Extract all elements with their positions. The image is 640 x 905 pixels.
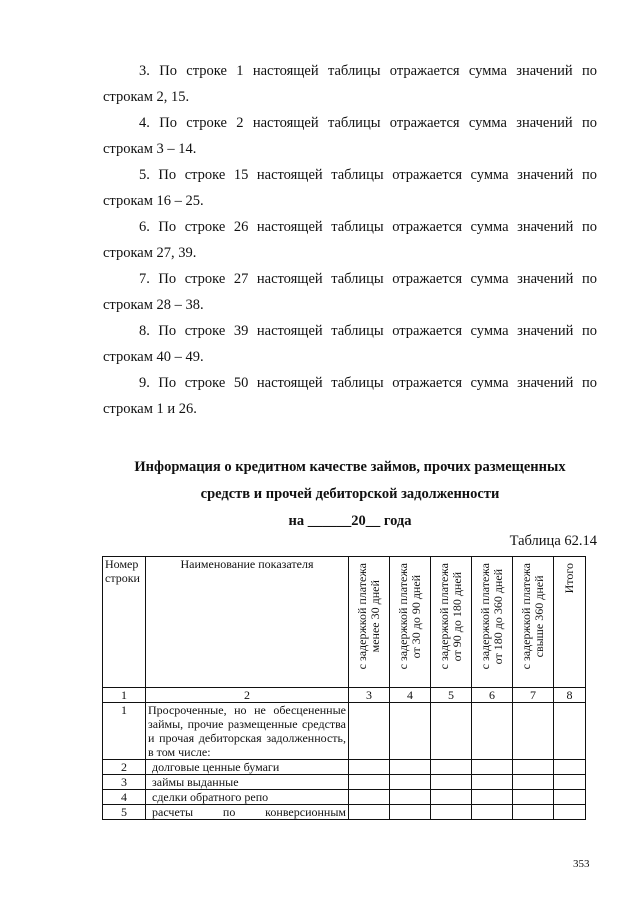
value-cell — [472, 703, 513, 760]
value-cell — [390, 775, 431, 790]
paragraph-9 — [103, 370, 597, 422]
header-row-number: Номер строки — [103, 557, 146, 688]
value-cell — [390, 805, 431, 820]
paragraph-line: строкам 3 – 14. — [103, 141, 197, 157]
paragraph-line: строкам 1 и 26. — [103, 401, 197, 417]
value-cell — [349, 760, 390, 775]
value-cell — [349, 805, 390, 820]
value-cell — [472, 775, 513, 790]
row-number: 1 — [103, 703, 146, 760]
row-indicator: долговые ценные бумаги — [146, 760, 349, 775]
header-col-total: Итого — [554, 557, 586, 688]
column-number: 1 — [103, 688, 146, 703]
paragraph-line: строкам 16 – 25. — [103, 193, 204, 209]
row-indicator: Просроченные, но не обесцененные займы, прочие размещенные средства и прочая дебиторская задолженность, в том числе: — [146, 703, 349, 760]
column-number-row — [103, 688, 586, 703]
table-row — [103, 790, 586, 805]
value-cell — [431, 703, 472, 760]
column-number: 3 — [349, 688, 390, 703]
row-number: 3 — [103, 775, 146, 790]
paragraph-line: 8. По строке 39 настоящей таблицы отражается сумма значений по — [139, 323, 597, 339]
value-cell — [472, 790, 513, 805]
column-number: 8 — [554, 688, 586, 703]
value-cell — [349, 790, 390, 805]
value-cell — [431, 775, 472, 790]
column-number: 4 — [390, 688, 431, 703]
value-cell — [349, 703, 390, 760]
paragraph-7 — [103, 266, 597, 318]
row-number: 2 — [103, 760, 146, 775]
value-cell — [390, 760, 431, 775]
column-number: 7 — [513, 688, 554, 703]
header-col-5: с задержкой платежа от 90 до 180 дней — [431, 557, 472, 688]
paragraph-line: 9. По строке 50 настоящей таблицы отражается сумма значений по — [139, 375, 597, 391]
heading-line-1: Информация о кредитном качестве займов, прочих размещенных — [134, 459, 566, 475]
table-number: Таблица 62.14 — [509, 533, 597, 549]
header-col-6: с задержкой платежа от 180 до 360 дней — [472, 557, 513, 688]
paragraph-4 — [103, 110, 597, 162]
heading-date-line: на ______20__ года — [288, 513, 412, 529]
value-cell — [431, 790, 472, 805]
row-indicator: расчеты по конверсионным — [146, 805, 349, 820]
paragraph-5 — [103, 162, 597, 214]
header-indicator: Наименование показателя — [146, 557, 349, 688]
value-cell — [554, 760, 586, 775]
value-cell — [513, 703, 554, 760]
heading-line-2: средств и прочей дебиторской задолженности — [200, 486, 500, 502]
value-cell — [349, 775, 390, 790]
value-cell — [554, 703, 586, 760]
header-col-3: с задержкой платежа менее 30 дней — [349, 557, 390, 688]
value-cell — [431, 760, 472, 775]
table-header-row — [103, 557, 586, 688]
value-cell — [554, 805, 586, 820]
value-cell — [513, 790, 554, 805]
credit-quality-table — [102, 556, 586, 820]
paragraph-line: 3. По строке 1 настоящей таблицы отражается сумма значений по — [139, 63, 597, 79]
paragraph-line: 7. По строке 27 настоящей таблицы отражается сумма значений по — [139, 271, 597, 287]
paragraph-line: строкам 40 – 49. — [103, 349, 204, 365]
value-cell — [390, 790, 431, 805]
column-number: 6 — [472, 688, 513, 703]
value-cell — [554, 790, 586, 805]
row-number: 5 — [103, 805, 146, 820]
paragraph-line: строкам 27, 39. — [103, 245, 197, 261]
value-cell — [513, 775, 554, 790]
paragraph-line: 6. По строке 26 настоящей таблицы отражается сумма значений по — [139, 219, 597, 235]
paragraph-3 — [103, 58, 597, 110]
value-cell — [472, 760, 513, 775]
table-row — [103, 703, 586, 760]
column-number: 5 — [431, 688, 472, 703]
header-col-4: с задержкой платежа от 30 до 90 дней — [390, 557, 431, 688]
row-number: 4 — [103, 790, 146, 805]
paragraph-line: строкам 2, 15. — [103, 89, 190, 105]
value-cell — [472, 805, 513, 820]
paragraph-line: 4. По строке 2 настоящей таблицы отражается сумма значений по — [139, 115, 597, 131]
column-number: 2 — [146, 688, 349, 703]
paragraph-line: строкам 28 – 38. — [103, 297, 204, 313]
row-indicator: сделки обратного репо — [146, 790, 349, 805]
table-row — [103, 760, 586, 775]
paragraph-line: 5. По строке 15 настоящей таблицы отражается сумма значений по — [139, 167, 597, 183]
value-cell — [513, 805, 554, 820]
row-indicator: займы выданные — [146, 775, 349, 790]
value-cell — [554, 775, 586, 790]
value-cell — [390, 703, 431, 760]
value-cell — [513, 760, 554, 775]
table-row — [103, 775, 586, 790]
page-number: 353 — [573, 858, 590, 870]
value-cell — [431, 805, 472, 820]
table-row — [103, 805, 586, 820]
paragraph-6 — [103, 214, 597, 266]
header-col-7: с задержкой платежа свыше 360 дней — [513, 557, 554, 688]
paragraph-8 — [103, 318, 597, 370]
